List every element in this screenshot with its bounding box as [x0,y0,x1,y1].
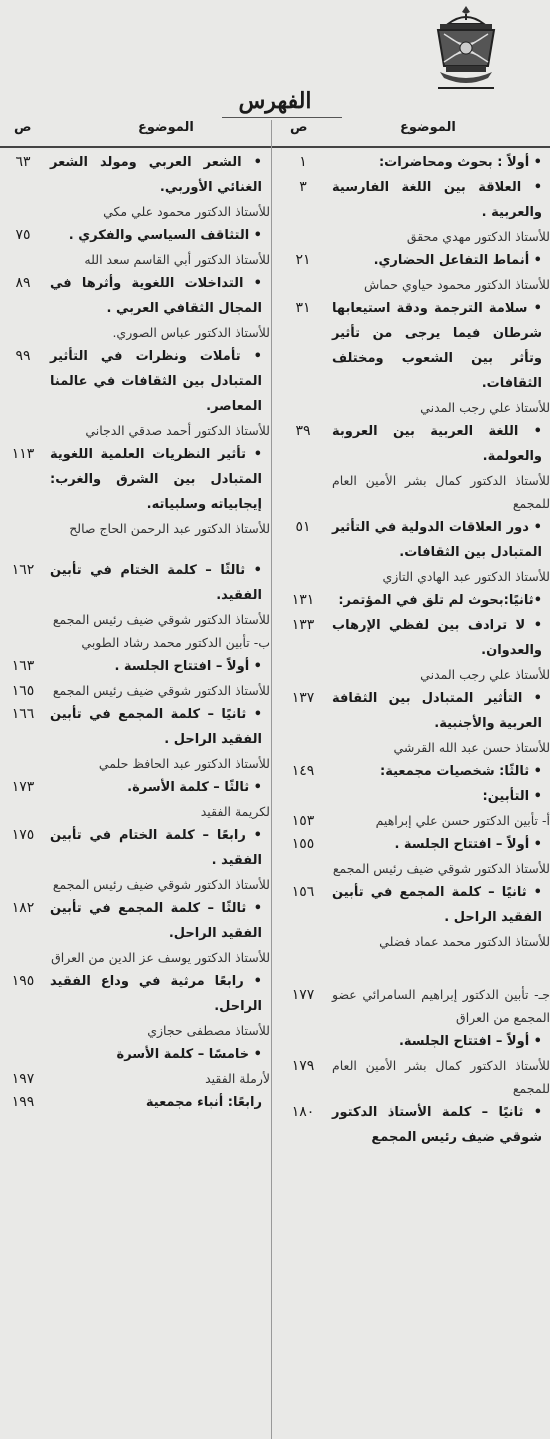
toc-entry-text: للأستاذ الدكتور شوقي ضيف رئيس المجمع [52,877,270,892]
toc-entry[interactable] [0,702,270,752]
toc-entry-text: لكريمة الفقيد [200,804,270,819]
toc-entry-text: • ثالثًا: شخصيات مجمعية: [380,764,542,779]
toc-entry-text: ب- تأبين الدكتور محمد رشاد الطوبي [81,635,270,650]
title-underline [222,117,342,118]
toc-page-number: ١٧٩ [291,1058,315,1074]
toc-page-number: ١٦٢ [11,562,35,578]
toc-author-line[interactable] [0,800,270,823]
toc-page-number: ١٧٣ [11,779,35,795]
toc-entry-text: • أنماط التفاعل الحضاري. [332,248,542,273]
toc-page-number: ٩٩ [15,348,31,364]
toc-entry-text: للأستاذ الدكتور محمود حياوي حماش [363,277,550,292]
toc-author-line[interactable] [276,736,550,759]
toc-entry[interactable] [0,896,270,946]
toc-entry[interactable] [276,880,550,930]
toc-entry-text: للأستاذ الدكتور عبد الرحمن الحاج صالح [69,521,270,536]
toc-entry[interactable] [276,248,550,273]
toc-page-number: ١٦٥ [11,683,35,699]
toc-entry-text: • ثانيًا – كلمة الأستاذ الدكتور شوقي ضيف رئيس المجمع [332,1100,542,1150]
toc-entry-text: •ثانيًا:بحوث لم تلق في المؤتمر: [338,593,542,608]
toc-entry-text: للأستاذ علي رجب المدني [420,400,550,415]
toc-entry-text: للأستاذ الدكتور محمود علي مكي [103,204,270,219]
toc-author-line[interactable] [0,1019,270,1042]
toc-entry-text: • التأثير المتبادل بين الثقافة العربية والأجنبية. [332,686,542,736]
toc-entry[interactable] [0,558,270,608]
toc-entry-text: جـ- تأبين الدكتور إبراهيم السامرائي عضو المجمع من العراق [332,987,550,1025]
toc-entry-text: للأستاذ الدكتور أحمد صدقي الدجاني [85,423,270,438]
toc-entry[interactable] [276,175,550,225]
toc-entry[interactable] [0,969,270,1019]
toc-left-column [0,150,270,1439]
toc-page-number: ١٥٥ [291,836,315,852]
toc-author-line[interactable] [276,396,550,419]
toc-entry[interactable] [276,686,550,736]
toc-entry-text: للأستاذ الدكتور مهدي محقق [406,229,550,244]
toc-entry[interactable] [0,223,270,248]
toc-entry-text: • أولاً – افتتاح الجلسة. [332,1029,542,1054]
toc-author-line[interactable] [0,946,270,969]
right-col-topic-header: الموضوع [400,120,456,135]
toc-author-line[interactable] [0,873,270,896]
toc-entry-text: • أولاً – افتتاح الجلسة . [332,832,542,857]
toc-page-number: ١٨٢ [11,900,35,916]
left-col-page-header: ص [14,120,32,135]
toc-author-line[interactable] [0,517,270,540]
toc-page-number: ١٣٣ [291,617,315,633]
toc-entry-text: • دور العلاقات الدولية في التأثير المتبادل بين الثقافات. [332,515,542,565]
spacer [0,540,270,558]
toc-page-number: ٣ [299,179,307,195]
toc-entry-text: للأستاذ الدكتور كمال بشر الأمين العام للمجمع [332,473,550,511]
toc-author-line[interactable] [0,248,270,271]
toc-entry-text: • ثالثًا – كلمة الختام في تأبين الفقيد. [50,558,262,608]
toc-author-line[interactable] [276,663,550,686]
toc-entry[interactable] [0,823,270,873]
toc-author-line[interactable] [0,631,270,654]
toc-author-line[interactable] [0,321,270,344]
toc-author-line[interactable] [276,983,550,1029]
toc-page-number: ١١٣ [11,446,35,462]
toc-author-line[interactable] [0,200,270,223]
column-divider [271,120,272,1439]
toc-page-number: ١٦٣ [11,658,35,674]
toc-entry-text: للأستاذ الدكتور محمد عماد فضلي [379,934,550,949]
toc-entry-text: • أولاً : بحوث ومحاضرات: [378,155,542,170]
toc-author-line[interactable] [276,809,550,832]
toc-entry[interactable] [0,271,270,321]
toc-author-line[interactable] [0,679,270,702]
toc-author-line[interactable] [276,273,550,296]
toc-entry-text: • ثالثًا – كلمة المجمع في تأبين الفقيد الراحل. [50,896,262,946]
toc-entry-text: للأستاذ الدكتور عباس الصوري. [112,325,270,340]
toc-entry[interactable] [0,775,270,800]
toc-entry-text: للأستاذ علي رجب المدني [420,667,550,682]
toc-author-line[interactable] [0,752,270,775]
toc-page-number: ١٥٣ [291,813,315,829]
toc-page-number: ١٩٧ [11,1071,35,1087]
toc-entry[interactable] [276,759,550,784]
toc-entry-text: • ثالثًا – كلمة الأسرة. [50,775,262,800]
toc-entry-text: • التأبين: [332,784,542,809]
toc-author-line[interactable] [276,857,550,880]
toc-page-number: ٣٩ [295,423,311,439]
lantern-emblem-icon [426,4,506,90]
toc-entry[interactable] [276,1100,550,1150]
toc-entry-text: • لا ترادف بين لفظي الإرهاب والعدوان. [332,613,542,663]
toc-entry[interactable] [276,296,550,396]
toc-page-number: ١٥٦ [291,884,315,900]
toc-entry-text: لأرملة الفقيد [205,1071,270,1086]
toc-page-number: ١٩٥ [11,973,35,989]
toc-entry[interactable] [276,150,550,175]
toc-entry[interactable] [276,613,550,663]
toc-page-number: ١٩٩ [11,1094,35,1110]
page-title: الفهرس [238,88,312,114]
toc-entry[interactable] [276,784,550,809]
toc-entry[interactable] [276,419,550,469]
toc-author-line[interactable] [276,469,550,515]
toc-entry[interactable] [0,654,270,679]
toc-entry-text: • الشعر العربي ومولد الشعر الغنائي الأوربي. [50,150,262,200]
toc-page-number: ١٨٠ [291,1104,315,1120]
toc-author-line[interactable] [0,419,270,442]
toc-entry-text: للأستاذ الدكتور أبي القاسم سعد الله [84,252,270,267]
toc-entry-text: • رابعًا – كلمة الختام في تأبين الفقيد . [50,823,262,873]
toc-entry[interactable] [0,344,270,419]
toc-entry[interactable] [276,1029,550,1054]
toc-entry-text: • اللغة العربية بين العروبة والعولمة. [332,419,542,469]
toc-page-number: ١٣١ [291,592,315,608]
left-col-topic-header: الموضوع [138,120,194,135]
toc-entry[interactable] [0,1090,270,1115]
toc-page-number: ٨٩ [15,275,31,291]
toc-entry-text: للأستاذ الدكتور شوقي ضيف رئيس المجمع [52,612,270,627]
toc-entry-text: • ثانيًا – كلمة المجمع في تأبين الفقيد الراحل . [50,702,262,752]
toc-page-number: ٦٣ [15,154,31,170]
toc-entry-text: • رابعًا مرثية في وداع الفقيد الراحل. [50,969,262,1019]
toc-page-number: ٣١ [295,300,311,316]
toc-author-line[interactable] [0,608,270,631]
toc-author-line[interactable] [276,225,550,248]
toc-entry-text: • تأملات ونظرات في التأثير المتبادل بين الثقافات في عالمنا المعاصر. [50,344,262,419]
toc-entry[interactable] [276,832,550,857]
toc-entry-text: رابعًا: أنباء مجمعية [145,1095,262,1110]
right-col-page-header: ص [290,120,308,135]
toc-entry-text: للأستاذ الدكتور عبد الهادي التازي [382,569,550,584]
toc-entry-text: • ثانيًا – كلمة المجمع في تأبين الفقيد الراحل . [332,880,542,930]
header-divider [0,146,550,148]
toc-page-number: ٧٥ [15,227,31,243]
toc-entry-text: للأستاذ الدكتور كمال بشر الأمين العام للمجمع [332,1058,550,1096]
toc-page-number: ١٧٥ [11,827,35,843]
toc-entry-text: • العلاقة بين اللغة الفارسية والعربية . [332,175,542,225]
toc-entry-text: • التثاقف السياسي والفكري . [50,223,262,248]
toc-page-number: ١٤٩ [291,763,315,779]
toc-entry-text: للأستاذ الدكتور شوقي ضيف رئيس المجمع [332,861,550,876]
toc-page-number: ١ [299,154,307,170]
toc-author-line[interactable] [276,930,550,953]
toc-entry[interactable] [0,1042,270,1067]
toc-author-line[interactable] [0,1067,270,1090]
toc-page-number: ١٦٦ [11,706,35,722]
toc-page-number: ٢١ [295,252,311,268]
toc-entry-text: للأستاذ حسن عبد الله القرشي [393,740,550,755]
toc-entry[interactable] [0,150,270,200]
toc-entry-text: للأستاذ مصطفى حجازي [147,1023,270,1038]
toc-entry-text: للأستاذ الدكتور عبد الحافظ حلمي [98,756,270,771]
toc-page-number: ٥١ [295,519,311,535]
toc-entry[interactable] [276,588,550,613]
toc-entry-text: للأستاذ الدكتور يوسف عز الدين من العراق [51,950,270,965]
toc-author-line[interactable] [276,565,550,588]
toc-entry-text: • خامسًا – كلمة الأسرة [50,1042,262,1067]
toc-entry-text: • سلامة الترجمة ودقة استيعابها شرطان فيما يرجى من تأثير وتأثر بين الشعوب ومختلف الثقافات. [332,296,542,396]
toc-page-number: ١٧٧ [291,987,315,1003]
spacer [276,953,550,983]
toc-page-number: ١٣٧ [291,690,315,706]
toc-right-column [276,150,550,1439]
toc-entry-text: • التداخلات اللغوية وأثرها في المجال الثقافي العربي . [50,271,262,321]
toc-entry-text: • أولاً – افتتاح الجلسة . [50,654,262,679]
toc-entry-text: • تأثير النظريات العلمية اللغوية المتبادل بين الشرق والغرب: إيجابياته وسلبياته. [50,442,262,517]
toc-entry-text: للأستاذ الدكتور شوقي ضيف رئيس المجمع [52,683,270,698]
toc-author-line[interactable] [276,1054,550,1100]
toc-entry[interactable] [276,515,550,565]
toc-entry[interactable] [0,442,270,517]
toc-entry-text: أ- تأبين الدكتور حسن علي إبراهيم [375,813,550,828]
